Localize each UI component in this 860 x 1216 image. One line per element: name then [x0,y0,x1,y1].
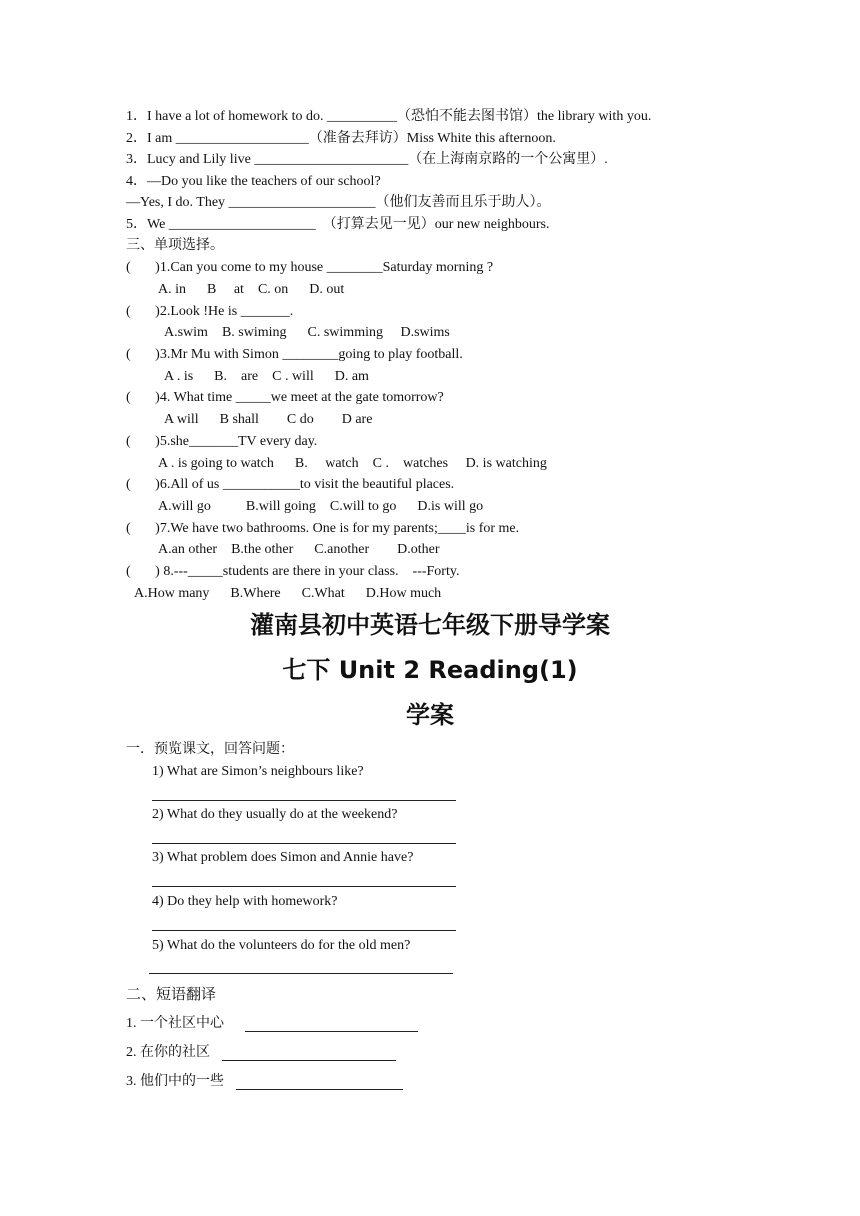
fill-item-5: 5．We _____________________ （打算去见一见）our new neighbours. [126,217,550,232]
mc-options-5: A . is going to watch B. watch C . watches D. is watching [158,456,547,471]
fill-item-3: 3．Lucy and Lily live ______________________（在上海南京路的一个公寓里）. [126,152,608,167]
preview-question-1: 1) What are Simon’s neighbours like? [152,764,364,779]
mc-question-8: ( ) 8.---_____students are there in your class. ---Forty. [126,564,460,579]
mc-question-2: ( )2.Look !He is _______. [126,304,294,319]
section-title: 学案 [406,701,454,729]
phrase-heading: 二、短语翻译 [126,987,217,1003]
mc-options-8: A.How many B.Where C.What D.How much [134,586,442,601]
mc-question-5: ( )5.she_______TV every day. [126,434,318,449]
page-title: 灌南县初中英语七年级下册导学案 [250,611,610,639]
mc-question-4: ( )4. What time _____we meet at the gate tomorrow? [126,390,444,405]
mc-question-1: ( )1.Can you come to my house ________Saturday morning ? [126,260,494,275]
mc-options-7: A.an other B.the other C.another D.other [158,542,440,557]
phrase-1: 1. 一个社区中心 [126,1016,224,1031]
answer-line-2[interactable] [152,843,456,844]
fill-item-4-answer: —Yes, I do. They _____________________（他们友善而且乐于助人）。 [126,195,551,210]
preview-question-4: 4) Do they help with homework? [152,894,338,909]
mc-question-7: ( )7.We have two bathrooms. One is for my parents;____is for me. [126,521,520,536]
preview-question-5: 5) What do the volunteers do for the old men? [152,938,411,953]
mc-heading: 三、单项选择。 [126,238,224,253]
preview-question-3: 3) What problem does Simon and Annie have? [152,850,414,865]
mc-options-6: A.will go B.will going C.will to go D.is will go [158,499,484,514]
preview-question-2: 2) What do they usually do at the weekend? [152,807,398,822]
phrase-3-answer-line[interactable] [236,1089,403,1090]
mc-options-4: A will B shall C do D are [164,412,373,427]
answer-line-1[interactable] [152,800,456,801]
fill-item-2: 2．I am ___________________（准备去拜访）Miss White this afternoon. [126,131,556,146]
fill-item-4: 4．—Do you like the teachers of our school? [126,174,381,189]
phrase-2-answer-line[interactable] [222,1060,396,1061]
answer-line-5[interactable] [149,973,453,974]
phrase-3: 3. 他们中的一些 [126,1074,224,1089]
fill-item-1: 1．I have a lot of homework to do. __________（恐怕不能去图书馆）the library with you. [126,109,652,124]
mc-question-6: ( )6.All of us ___________to visit the beautiful places. [126,477,455,492]
mc-options-3: A . is B. are C . will D. am [164,369,369,384]
answer-line-3[interactable] [152,886,456,887]
mc-options-1: A. in B at C. on D. out [158,282,345,297]
mc-options-2: A.swim B. swiming C. swimming D.swims [164,325,450,340]
unit-title: 七下 Unit 2 Reading(1) [282,656,578,684]
mc-question-3: ( )3.Mr Mu with Simon ________going to play football. [126,347,463,362]
phrase-1-answer-line[interactable] [245,1031,418,1032]
phrase-2: 2. 在你的社区 [126,1045,210,1060]
preview-heading: 一．预览课文，回答问题： [126,742,294,757]
answer-line-4[interactable] [152,930,456,931]
